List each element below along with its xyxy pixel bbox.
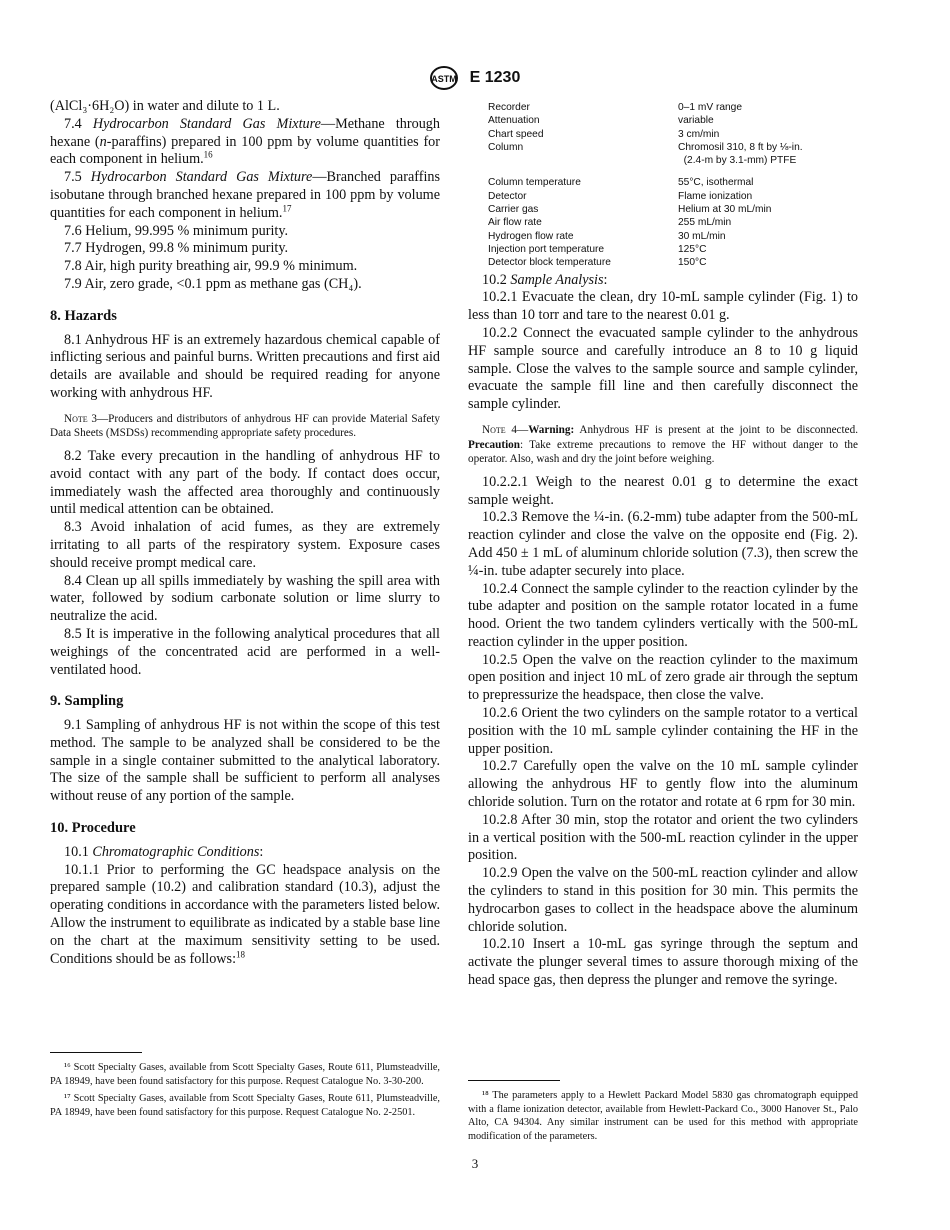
condition-parameter: Air flow rate [488, 217, 542, 229]
condition-value: 3 cm/min [678, 128, 720, 140]
condition-parameter: Chart speed [488, 128, 544, 140]
chromatographic-conditions-table [488, 101, 858, 270]
paragraph-7-8: 7.8 Air, high purity breathing air, 99.9 % minimum. [64, 258, 358, 275]
paragraph-7-6: 7.6 Helium, 99.995 % minimum purity. [64, 222, 289, 239]
condition-value: Chromosil 310, 8 ft by ⅛-in. [678, 141, 803, 153]
footnote-16: ¹⁶ Scott Specialty Gases, available from Scott Specialty Gases, Route 611, Plumsteadville, PA 18949, have been found satisfactory for this purpose. Request Catalogue No. 3-30-200. [50, 1062, 440, 1087]
condition-value: 55°C, isothermal [678, 177, 754, 189]
paragraph-7-4: 7.4 Hydrocarbon Standard Gas Mixture—Methane through hexane (n-paraffins) prepared in 100 ppm by volume quantities for each component in helium.$^{16}$ [50, 115, 440, 168]
condition-parameter: Detector [488, 190, 527, 202]
footnote-18: ¹⁸ The parameters apply to a Hewlett Packard Model 5830 gas chromatograph equipped with a flame ionization detector, available from Hewlett-Packard Co., 3000 Hanover St., Palo Alto, CA 94304. Any similar instrument can be used for this method with appropriate modification of the parameters. [468, 1090, 858, 1142]
condition-row [488, 243, 858, 256]
condition-parameter: Column [488, 141, 524, 153]
paragraph-7-9: 7.9 Air, zero grade, <0.1 ppm as methane gas (CH₄). [64, 275, 362, 292]
footnote-ref-18[interactable]: 18 [236, 948, 246, 959]
left-column [50, 98, 440, 968]
paragraph-7-5: 7.5 Hydrocarbon Standard Gas Mixture—Branched paraffins isobutane through branched hexane prepared in 100 ppm by volume quantities for each component in helium.$^{17}$ [50, 169, 440, 221]
paragraph-8-3: 8.3 Avoid inhalation of acid fumes, as they are extremely irritating to all parts of the respiratory system. Exposure cases should receive prompt medical care. [50, 519, 440, 571]
page-header [0, 66, 950, 90]
condition-parameter: Hydrogen flow rate [488, 230, 574, 242]
section-heading-procedure: 10. Procedure [50, 820, 136, 837]
condition-parameter: Attenuation [488, 115, 540, 127]
paragraph-10-2-10: 10.2.10 Insert a 10-mL gas syringe through the septum and activate the plunger several times to assure thorough mixing of the head space gas, then depress the plunger and remove the syringe. [468, 936, 858, 989]
condition-row [488, 154, 858, 167]
condition-row [488, 216, 858, 229]
footnote-divider-left [50, 1052, 142, 1053]
condition-row [488, 101, 858, 114]
paragraph-10-2-2-1: 10.2.2.1 Weigh to the nearest 0.01 g to determine the exact sample weight. [468, 473, 858, 508]
section-heading-hazards: 8. Hazards [50, 307, 117, 324]
condition-parameter: Recorder [488, 102, 530, 113]
condition-value: Flame ionization [678, 190, 753, 202]
condition-value: (2.4-m by 3.1-mm) PTFE [678, 155, 797, 167]
condition-value: 150°C [678, 257, 707, 269]
paragraph-10-2-9: 10.2.9 Open the valve on the 500-mL reaction cylinder and allow the cylinders to stand in this position for 30 min. This permits the hydrocarbon gases to collect in the headspace above the aluminum chloride solution. [468, 865, 858, 935]
paragraph-10-2-5: 10.2.5 Open the valve on the reaction cylinder to the maximum open position and inject 10 mL of zero grade air through the septum to prepressurize the headspace, then close the valve. [468, 651, 858, 704]
paragraph-10-2-2: 10.2.2 Connect the evacuated sample cylinder to the anhydrous HF sample source and carefully introduce an 8 to 10 g liquid sample. Close the valves to the sample source and sample cylinder, evacuate the sample fill line and then carefully disconnect the sample cylinder. [468, 324, 858, 413]
condition-value: 0–1 mV range [678, 102, 742, 113]
paragraph-10-2: 10.2 Sample Analysis: [482, 271, 608, 288]
right-column [468, 101, 858, 990]
condition-value: Helium at 30 mL/min [678, 204, 772, 216]
paragraph-8-1: 8.1 Anhydrous HF is an extremely hazardous chemical capable of inflicting serious and painful burns. Written precautions and first aid details are available and should be required reading for anyone working with anhydrous HF. [50, 331, 440, 401]
condition-parameter: Column temperature [488, 177, 581, 189]
paragraph-10-2-8: 10.2.8 After 30 min, stop the rotator and orient the two cylinders in a vertical position with the 500-mL reaction cylinder in the upper position. [468, 811, 858, 864]
paragraph-8-2: 8.2 Take every precaution in the handling of anhydrous HF to avoid contact with any part of the body. If contact does occur, immediately wash the affected area thoroughly and continuously until medical attention can be obtained. [50, 447, 440, 518]
document-designation: E 1230 [469, 69, 521, 86]
paragraph-8-4: 8.4 Clean up all spills immediately by washing the spill area with water, followed by sodium carbonate solution or lime slurry to neutralize the acid. [50, 572, 440, 625]
paragraph-7-3-continued: (AlCl₃·6H₂O) in water and dilute to 1 L. [50, 98, 280, 114]
condition-row [488, 190, 858, 203]
page-number: 3 [471, 1156, 479, 1171]
condition-row [488, 230, 858, 243]
condition-value: 255 mL/min [678, 217, 732, 229]
condition-value: 125°C [678, 243, 707, 255]
condition-parameter: Carrier gas [488, 204, 539, 216]
condition-row [488, 141, 858, 154]
footnote-ref-17[interactable]: 17 [282, 203, 292, 214]
footnotes-left [50, 1061, 440, 1123]
paragraph-10-2-6: 10.2.6 Orient the two cylinders on the sample rotator to a vertical position with the 10 mL sample cylinder containing the HF in the upper position. [468, 705, 858, 757]
astm-logo-icon [430, 66, 458, 90]
condition-value: variable [678, 115, 714, 127]
paragraph-10-2-4: 10.2.4 Connect the sample cylinder to the reaction cylinder by the tube adapter and position on the sample rotator located in a fume hood. Orient the two tandem cylinders vertically with the 500-mL reaction cylinder in the upper position. [468, 580, 858, 650]
paragraph-7-7: 7.7 Hydrogen, 99.8 % minimum purity. [64, 240, 289, 257]
condition-parameter [488, 154, 678, 167]
footnote-17: ¹⁷ Scott Specialty Gases, available from Scott Specialty Gases, Route 611, Plumsteadville, PA 18949, have been found satisfactory for this purpose. Request Catalogue No. 2-2501. [50, 1093, 440, 1118]
section-heading-sampling: 9. Sampling [50, 693, 124, 710]
footnote-ref-16[interactable]: 16 [203, 149, 213, 160]
paragraph-10-2-7: 10.2.7 Carefully open the valve on the 10 mL sample cylinder allowing the anhydrous HF to gently flow into the aluminum chloride solution. Turn on the rotator and rotate at 6 rpm for 30 min. [468, 758, 858, 811]
condition-row [488, 167, 858, 189]
condition-row [488, 203, 858, 216]
paragraph-10-1-1: 10.1.1 Prior to performing the GC headspace analysis on the prepared sample (10.2) and calibration standard (10.3), adjust the operating conditions in accordance with the parameters listed below. Allow the instrument to equilibrate as indicated by a stable base line on the chart at the maximum sensitivity setting to be used. Conditions should be as follows:$^{18}$ [50, 861, 440, 967]
condition-value: 30 mL/min [678, 230, 726, 242]
condition-row [488, 114, 858, 127]
condition-parameter: Injection port temperature [488, 243, 605, 255]
footnotes-right [468, 1089, 858, 1147]
condition-row [488, 256, 858, 269]
paragraph-10-2-1: 10.2.1 Evacuate the clean, dry 10-mL sample cylinder (Fig. 1) to less than 10 torr and tare to the nearest 0.01 g. [468, 289, 858, 324]
svg-text:ASTM: ASTM [430, 74, 457, 84]
condition-parameter: Detector block temperature [488, 257, 611, 269]
paragraph-8-5: 8.5 It is imperative in the following analytical procedures that all weighings of the concentrated acid are performed in a well-ventilated hood. [50, 625, 440, 678]
paragraph-10-1: 10.1 Chromatographic Conditions: [64, 843, 264, 860]
note-4: Note 4—Warning: Anhydrous HF is present at the joint to be disconnected. Precaution: Take extreme precautions to remove the HF without danger to the operator. Also, wash and dry the joint before weighing. [468, 423, 858, 466]
condition-row [488, 128, 858, 141]
paragraph-9-1: 9.1 Sampling of anhydrous HF is not within the scope of this test method. The sample to be analyzed shall be considered to be the sample in a single container submitted to the analytical laboratory. The size of the sample shall be sufficient to perform all analyses without reuse of any portion of the sample. [50, 717, 440, 805]
paragraph-10-2-3: 10.2.3 Remove the ¼-in. (6.2-mm) tube adapter from the 500-mL reaction cylinder and close the valve on the opposite end (Fig. 2). Add 450 ± 1 mL of aluminum chloride solution (7.3), then screw the ¼-in. tube adapter securely into place. [468, 509, 858, 579]
note-3: Note 3—Producers and distributors of anhydrous HF can provide Material Safety Data Sheets (MSDSs) recommending appropriate safety procedures. [50, 412, 440, 440]
footnote-divider-right [468, 1080, 560, 1081]
